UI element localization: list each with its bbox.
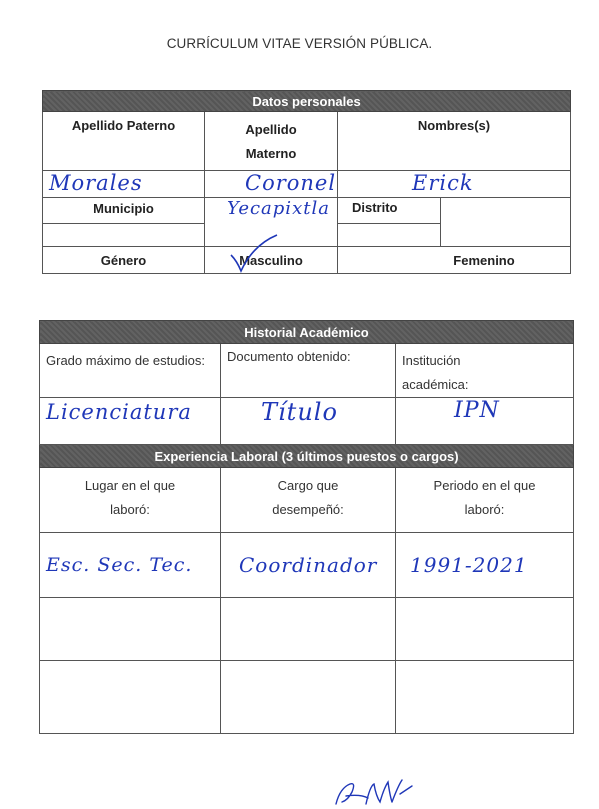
academic-header: Historial Académico (40, 321, 574, 344)
apellido-paterno-label: Apellido Paterno (43, 112, 205, 171)
grado-label-text: Grado máximo de estudios: (46, 353, 205, 368)
municipio-value[interactable]: Yecapixtla (205, 198, 338, 247)
genero-label: Género (43, 247, 205, 274)
lugar-label: Lugar en el que laboró: (40, 468, 221, 533)
institucion-label: Institución académica: (396, 344, 574, 398)
experience-row (40, 598, 574, 661)
apellido-materno-label: Apellido Materno (205, 112, 338, 171)
cargo-value[interactable] (221, 598, 396, 661)
personal-data-header: Datos personales (43, 91, 571, 112)
distrito-value[interactable] (441, 198, 571, 247)
lugar-value[interactable]: Esc. Sec. Tec. (40, 533, 221, 598)
nombres-value[interactable]: Erick (338, 171, 571, 198)
cargo-value[interactable]: Coordinador (221, 533, 396, 598)
documento-label: Documento obtenido: (221, 344, 396, 398)
masculino-label: Masculino (239, 252, 303, 268)
signature-image (330, 774, 420, 808)
periodo-value[interactable]: 1991-2021 (396, 533, 574, 598)
periodo-value[interactable] (396, 661, 574, 734)
personal-data-table (42, 90, 571, 274)
municipio-blank-cell (43, 224, 205, 247)
grado-label (40, 344, 221, 398)
apellido-materno-value[interactable]: Coronel (205, 171, 338, 198)
nombres-label: Nombres(s) (338, 112, 571, 171)
experience-row (40, 533, 574, 598)
lugar-value[interactable] (40, 661, 221, 734)
distrito-blank-cell (338, 224, 441, 247)
municipio-label: Municipio (43, 198, 205, 224)
cargo-value[interactable] (221, 661, 396, 734)
cargo-label: Cargo que desempeñó: (221, 468, 396, 533)
experience-header: Experiencia Laboral (3 últimos puestos o cargos) (40, 445, 574, 468)
documento-value[interactable]: Título (221, 398, 396, 445)
check-mark-icon (223, 233, 283, 273)
lugar-value[interactable] (40, 598, 221, 661)
academic-table (39, 320, 574, 734)
grado-value[interactable]: Licenciatura (40, 398, 221, 445)
apellido-paterno-value[interactable]: Morales (43, 171, 205, 198)
institucion-value[interactable]: IPN (396, 398, 574, 445)
masculino-option[interactable] (205, 247, 338, 274)
periodo-value[interactable] (396, 598, 574, 661)
experience-row (40, 661, 574, 734)
periodo-label: Periodo en el que laboró: (396, 468, 574, 533)
femenino-option[interactable]: Femenino (338, 247, 571, 274)
distrito-label: Distrito (338, 198, 441, 224)
document-title: CURRÍCULUM VITAE VERSIÓN PÚBLICA. (166, 36, 433, 51)
